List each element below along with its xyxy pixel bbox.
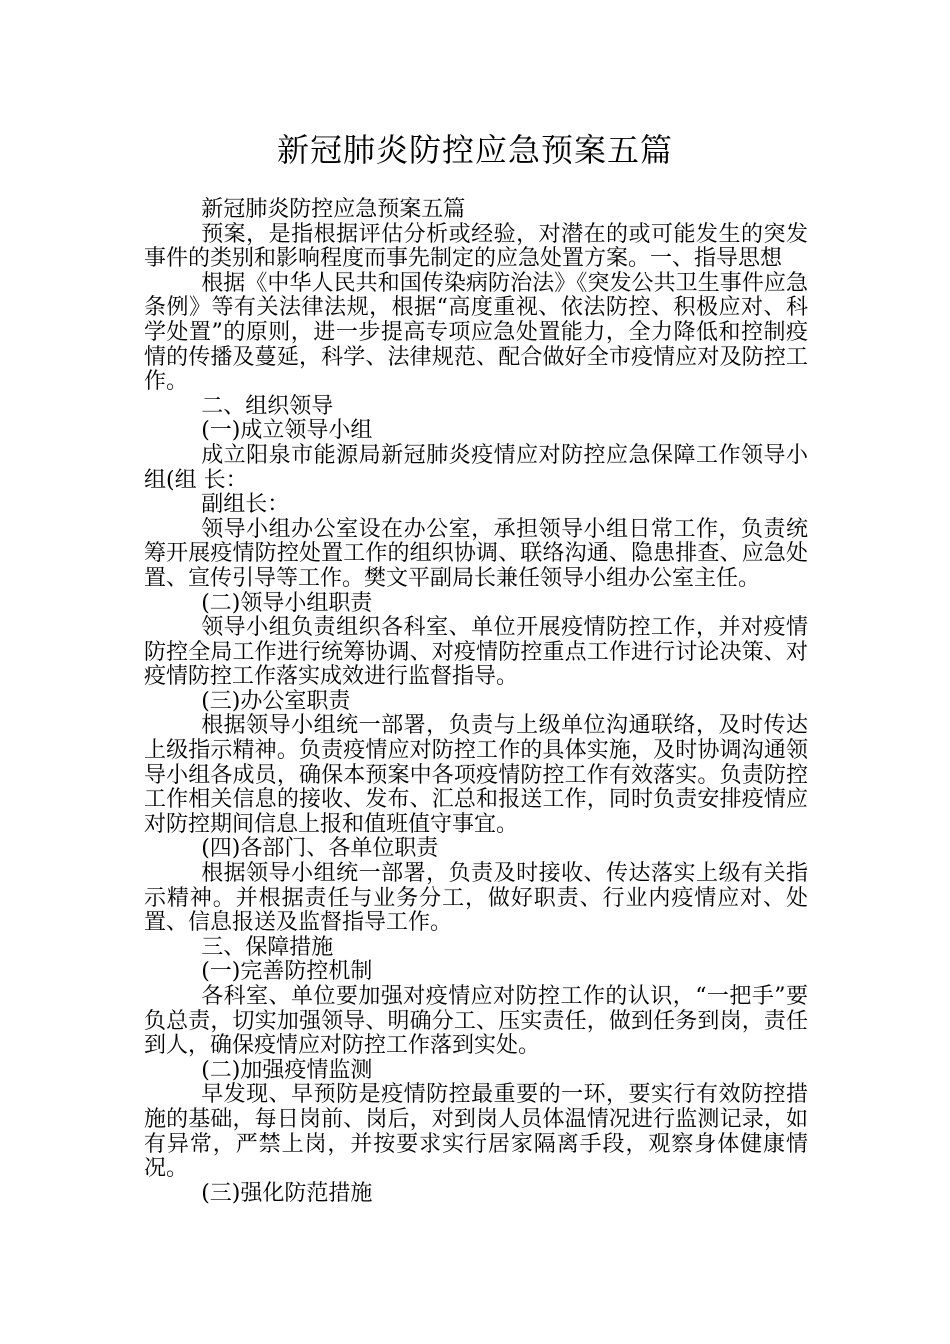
paragraph-office-duties: 根据领导小组统一部署，负责与上级单位沟通联络，及时传达上级指示精神。负责疫情应对防控工作的具体实施，及时协调沟通领导小组各成员，确保本预案中各项疫情防控工作有效落实。负责防控工作相关信息的接收、发布、汇总和报送工作，同时负责安排疫情应对防控期间信息上报和值班值守事宜。 (144, 713, 808, 837)
heading-group-duties: (二)领导小组职责 (201, 590, 373, 616)
heading-mechanism: (一)完善防控机制 (201, 959, 373, 985)
paragraph-guiding-basis: 根据《中华人民共和国传染病防治法》《突发公共卫生事件应急条例》等有关法律法规，根据“高度重视、依法防控、积极应对、科学处置”的原则，进一步提高专项应急处置能力，全力降低和控制疫情的传播及蔓延，科学、法律规范、配合做好全市疫情应对及防控工作。 (144, 270, 808, 395)
paragraph-deputy-leader: 副组长： (201, 492, 290, 518)
heading-prevention: (三)强化防范措施 (201, 1180, 373, 1206)
heading-safeguards: 三、保障措施 (201, 934, 334, 960)
heading-unit-duties: (四)各部门、各单位职责 (201, 836, 439, 862)
paragraph-subtitle: 新冠肺炎防控应急预案五篇 (201, 197, 466, 222)
document-body (144, 198, 808, 1206)
heading-organization: 二、组织领导 (201, 393, 334, 419)
paragraph-intro: 预案，是指根据评估分析或经验，对潜在的或可能发生的突发事件的类别和影响程度而事先制定的应急处置方案。一、指导思想 (144, 221, 808, 272)
paragraph-mechanism: 各科室、单位要加强对疫情应对防控工作的认识，“一把手”要负总责，切实加强领导、明确分工、压实责任，做到任务到岗，责任到人，确保疫情应对防控工作落到实处。 (144, 984, 808, 1059)
heading-office-duties: (三)办公室职责 (201, 688, 351, 714)
paragraph-office-setup: 领导小组办公室设在办公室，承担领导小组日常工作，负责统筹开展疫情防控处置工作的组织协调、联络沟通、隐患排查、应急处置、宣传引导等工作。樊文平副局长兼任领导小组办公室主任。 (144, 516, 808, 591)
paragraph-group-duties: 领导小组负责组织各科室、单位开展疫情防控工作，并对疫情防控全局工作进行统筹协调、对疫情防控重点工作进行讨论决策、对疫情防控工作落实成效进行监督指导。 (144, 615, 808, 690)
paragraph-unit-duties: 根据领导小组统一部署，负责及时接收、传达落实上级有关指示精神。并根据责任与业务分工，做好职责、行业内疫情应对、处置、信息报送及监督指导工作。 (144, 861, 808, 936)
heading-monitoring: (二)加强疫情监测 (201, 1057, 373, 1083)
paragraph-monitoring: 早发现、早预防是疫情防控最重要的一环，要实行有效防控措施的基础，每日岗前、岗后，对到岗人员体温情况进行监测记录，如有异常，严禁上岗，并按要求实行居家隔离手段，观察身体健康情况。 (144, 1082, 808, 1182)
heading-leading-group: (一)成立领导小组 (201, 418, 373, 444)
paragraph-leading-group: 成立阳泉市能源局新冠肺炎疫情应对防控应急保障工作领导小组(组 长： (144, 442, 808, 493)
document-title: 新冠肺炎防控应急预案五篇 (276, 131, 673, 169)
